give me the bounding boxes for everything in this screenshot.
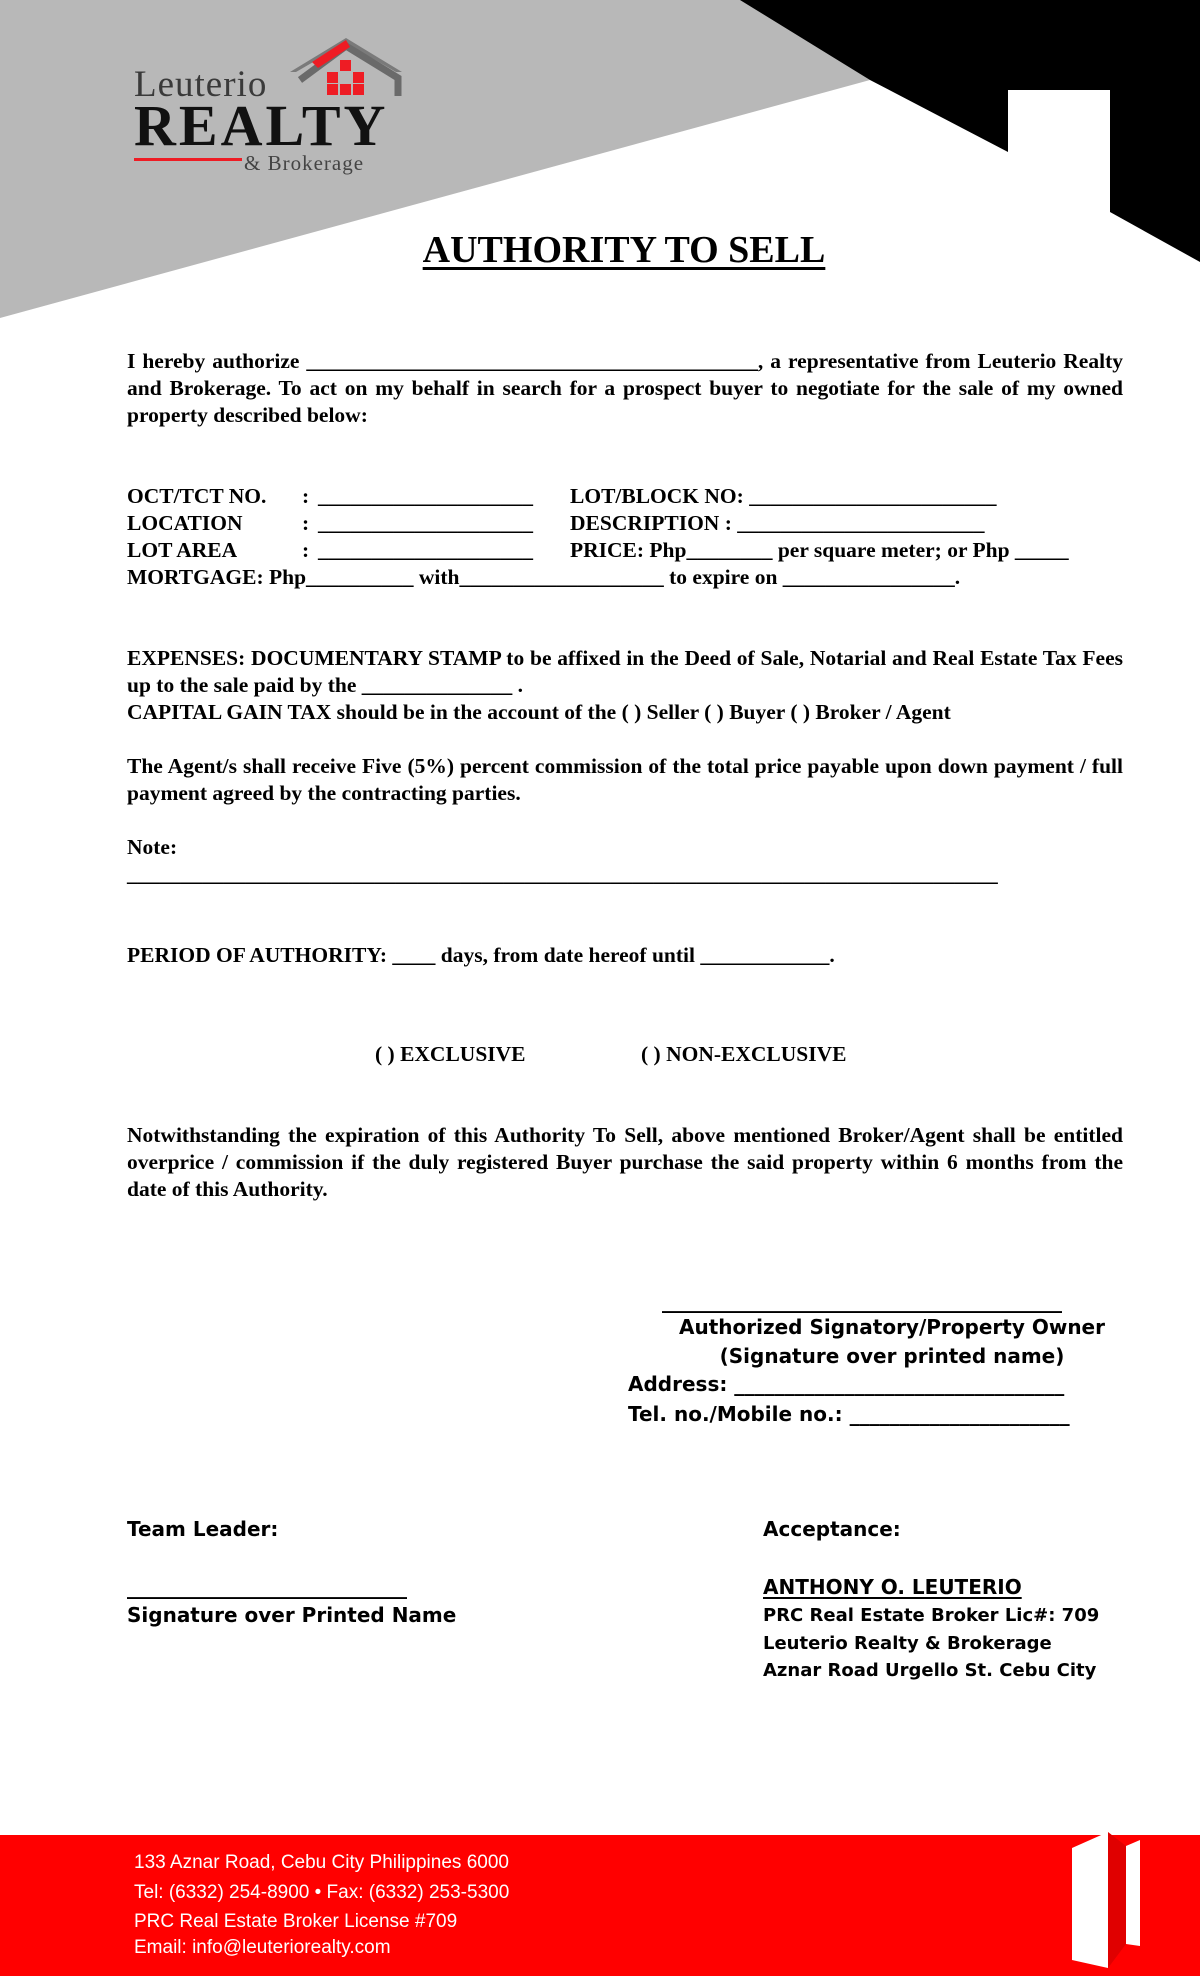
- acceptance-license: PRC Real Estate Broker Lic#: 709: [763, 1605, 1100, 1626]
- team-leader-signature-line[interactable]: ____________________________: [127, 1575, 407, 1599]
- price-field[interactable]: PRICE: Php________ per square meter; or Php _____: [570, 538, 1069, 562]
- lot-area-colon: :: [302, 538, 310, 562]
- note-label: Note:: [127, 835, 178, 859]
- lot-block-field[interactable]: LOT/BLOCK NO: _______________________: [570, 484, 997, 508]
- mortgage-field[interactable]: MORTGAGE: Php__________ with___________________ to expire on ________________.: [127, 565, 961, 589]
- non-exclusive-option[interactable]: ( ) NON-EXCLUSIVE: [641, 1042, 847, 1066]
- signatory-line[interactable]: ________________________________________: [662, 1289, 1062, 1313]
- signatory-tel-field[interactable]: Tel. no./Mobile no.: ______________________: [628, 1402, 1070, 1426]
- period-of-authority[interactable]: PERIOD OF AUTHORITY: ____ days, from date hereof until ____________.: [127, 943, 835, 967]
- expenses-paragraph: EXPENSES: DOCUMENTARY STAMP to be affixed in the Deed of Sale, Notarial and Real Estate Tax Fees up to the sale paid by the ______________ .: [127, 646, 1123, 697]
- oct-tct-label: OCT/TCT NO.: [127, 484, 267, 508]
- signatory-title: Authorized Signatory/Property Owner: [679, 1315, 1105, 1339]
- commission-paragraph: The Agent/s shall receive Five (5%) percent commission of the total price payable upon down payment / full payment agreed by the contracting parties.: [127, 754, 1123, 805]
- acceptance-address: Aznar Road Urgello St. Cebu City: [763, 1660, 1097, 1681]
- oct-tct-field[interactable]: ____________________: [318, 484, 533, 508]
- lot-area-label: LOT AREA: [127, 538, 238, 562]
- description-field[interactable]: DESCRIPTION : _______________________: [570, 511, 985, 535]
- acceptance-label: Acceptance:: [763, 1517, 901, 1541]
- signatory-subtitle: (Signature over printed name): [719, 1344, 1065, 1368]
- signatory-address-field[interactable]: Address: _________________________________: [628, 1372, 1065, 1396]
- lot-area-field[interactable]: ____________________: [318, 538, 533, 562]
- acceptance-company: Leuterio Realty & Brokerage: [763, 1633, 1052, 1654]
- oct-tct-colon: :: [302, 484, 310, 508]
- team-leader-label: Team Leader:: [127, 1517, 279, 1541]
- logo-line-1: Leuterio: [134, 64, 268, 105]
- logo-line-3: & Brokerage: [244, 151, 365, 175]
- capital-gain-tax-line: CAPITAL GAIN TAX should be in the account of the ( ) Seller ( ) Buyer ( ) Broker / Agent: [127, 700, 951, 724]
- intro-paragraph: I hereby authorize __________________________________________, a representative from Leuterio Realty and Brokerage. To act on my behalf in search for a prospect buyer to negotiate for the sale of my owned property described below:: [127, 349, 1123, 427]
- location-field[interactable]: ____________________: [318, 511, 533, 535]
- team-leader-caption: Signature over Printed Name: [127, 1603, 457, 1627]
- footer-address: 133 Aznar Road, Cebu City Philippines 6000: [134, 1852, 509, 1873]
- footer-phone: Tel: (6332) 254-8900 • Fax: (6332) 253-5300: [134, 1882, 510, 1903]
- logo-line-2: REALTY: [134, 93, 389, 158]
- location-colon: :: [302, 511, 310, 535]
- document-title: AUTHORITY TO SELL: [422, 229, 826, 271]
- footer-license: PRC Real Estate Broker License #709: [134, 1911, 458, 1932]
- location-label: LOCATION: [127, 511, 243, 535]
- acceptance-name: ANTHONY O. LEUTERIO: [763, 1575, 1022, 1599]
- note-line[interactable]: _________________________________________________________________________________: [127, 862, 998, 886]
- exclusive-option[interactable]: ( ) EXCLUSIVE: [375, 1042, 526, 1066]
- notwithstanding-paragraph: Notwithstanding the expiration of this Authority To Sell, above mentioned Broker/Agent shall be entitled overprice / commission if the duly registered Buyer purchase the said property within 6 months from the date of this Authority.: [127, 1123, 1123, 1201]
- black-header-shape: [740, 0, 1200, 262]
- footer-email[interactable]: Email: info@leuteriorealty.com: [134, 1937, 391, 1958]
